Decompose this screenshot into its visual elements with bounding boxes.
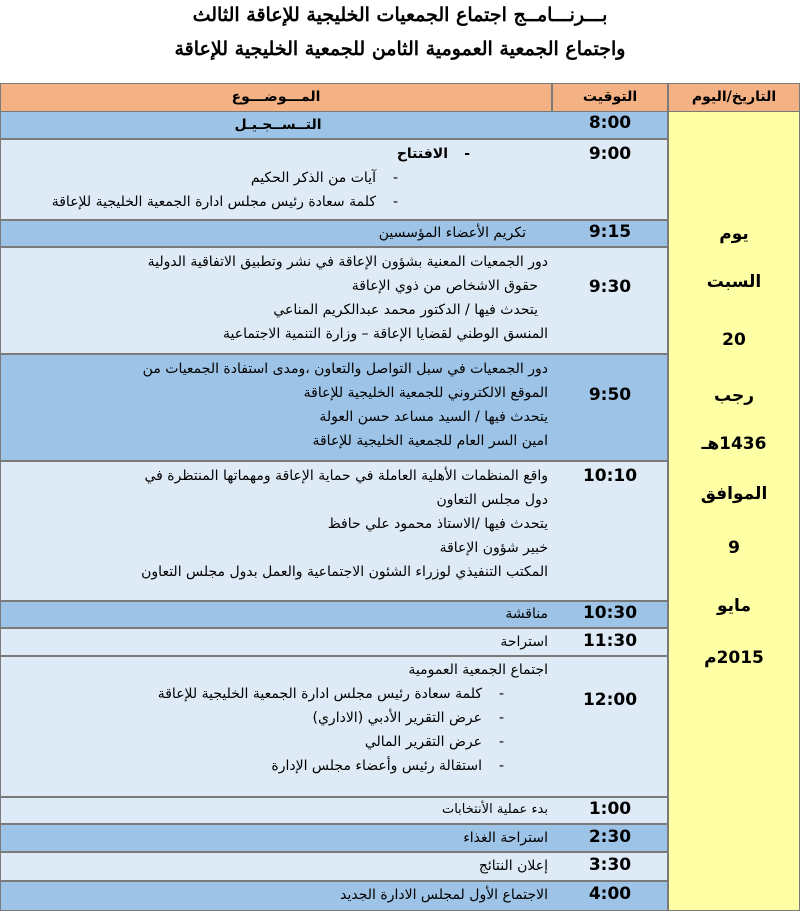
day-line: الموافق (700, 484, 768, 504)
program-subtitle: واجتماع الجمعية العمومية الثامن للجمعية الخليجية للإعاقة (174, 38, 626, 60)
header-topic: المـــوضـــوع (231, 89, 321, 105)
row-time: 10:10 (582, 466, 638, 486)
row-time: 3:30 (588, 855, 632, 875)
row-topic: التــســجـيـل (234, 117, 322, 133)
row-time: 9:15 (588, 222, 632, 242)
header-day-cell (668, 83, 800, 112)
row-topic: استراحة (500, 634, 548, 650)
row-time: 9:30 (588, 277, 632, 297)
day-line: 1436هـ (701, 434, 767, 454)
day-line: يوم (719, 224, 749, 244)
header-day: التاريخ/اليوم (691, 89, 777, 105)
day-line: مايو (717, 596, 751, 616)
day-line: السبت (706, 272, 762, 292)
row-topic: الاجتماع الأول لمجلس الادارة الجديد (340, 887, 548, 903)
day-line: 2015م (704, 648, 764, 668)
day-line: رجب (713, 386, 755, 406)
row-time: 9:00 (588, 144, 632, 164)
row-topic: إعلان النتائج (478, 858, 548, 874)
row-time: 8:00 (588, 113, 632, 133)
row-time: 12:00 (582, 690, 638, 710)
row-time: 9:50 (588, 385, 632, 405)
row-topic: تكريم الأعضاء المؤسسين (378, 225, 526, 241)
row-topic: اجتماع الجمعية العمومية -كلمة سعادة رئيس مجلس ادارة الجمعية الخليجية للإعاقة -عرض التقرير الأدبي (الاداري) -عرض التقرير المالي -استقالة رئيس وأعضاء مجلس الإدارة (157, 662, 548, 774)
row-time: 2:30 (588, 827, 632, 847)
day-line: 20 (722, 330, 746, 350)
row-topic: بدء عملية الأنتخابات (441, 802, 548, 817)
header-time-cell (552, 83, 668, 112)
day-line: 9 (728, 538, 740, 558)
row-topic: استراحة الغذاء (463, 830, 548, 846)
row-topic: مناقشة (505, 606, 548, 622)
row-topic: -الافتتاح -آيات من الذكر الحكيم -كلمة سعادة رئيس مجلس ادارة الجمعية الخليجية للإعاقة (51, 146, 470, 210)
row-time: 4:00 (588, 884, 632, 904)
header-time: التوقيت (582, 89, 638, 105)
header-topic-cell (0, 83, 552, 112)
row-time: 11:30 (582, 631, 638, 651)
row-topic: واقع المنظمات الأهلية العاملة في حماية الإعاقة ومهماتها المنتظرة في دول مجلس التعاون يتحدث فيها /الاستاذ محمود علي حافظ خبير شؤون الإعاقة المكتب التنفيذي لوزراء الشئون الاجتماعية والعمل بدول مجلس التعاون (141, 468, 548, 580)
row-time: 10:30 (582, 603, 638, 623)
row-topic: دور الجمعيات المعنية بشؤون الإعاقة في نشر وتطبيق الاتفاقية الدولية حقوق الاشخاص من ذوي الإعاقة يتحدث فيها / الدكتور محمد عبدالكريم المناعي المنسق الوطني لقضايا الإعاقة – وزارة التنمية الاجتماعية (147, 254, 548, 342)
row-time: 1:00 (588, 799, 632, 819)
program-title: بـــرنـــامــج اجتماع الجمعيات الخليجية للإعاقة الثالث (192, 4, 608, 26)
row-topic: دور الجمعيات في سبل التواصل والتعاون ،ومدى استفادة الجمعيات من الموقع الالكتروني للجمعية الخليجية للإعاقة يتحدث فيها / السيد مساعد حسن العولة امين السر العام للجمعية الخليجية للإعاقة (142, 361, 548, 449)
